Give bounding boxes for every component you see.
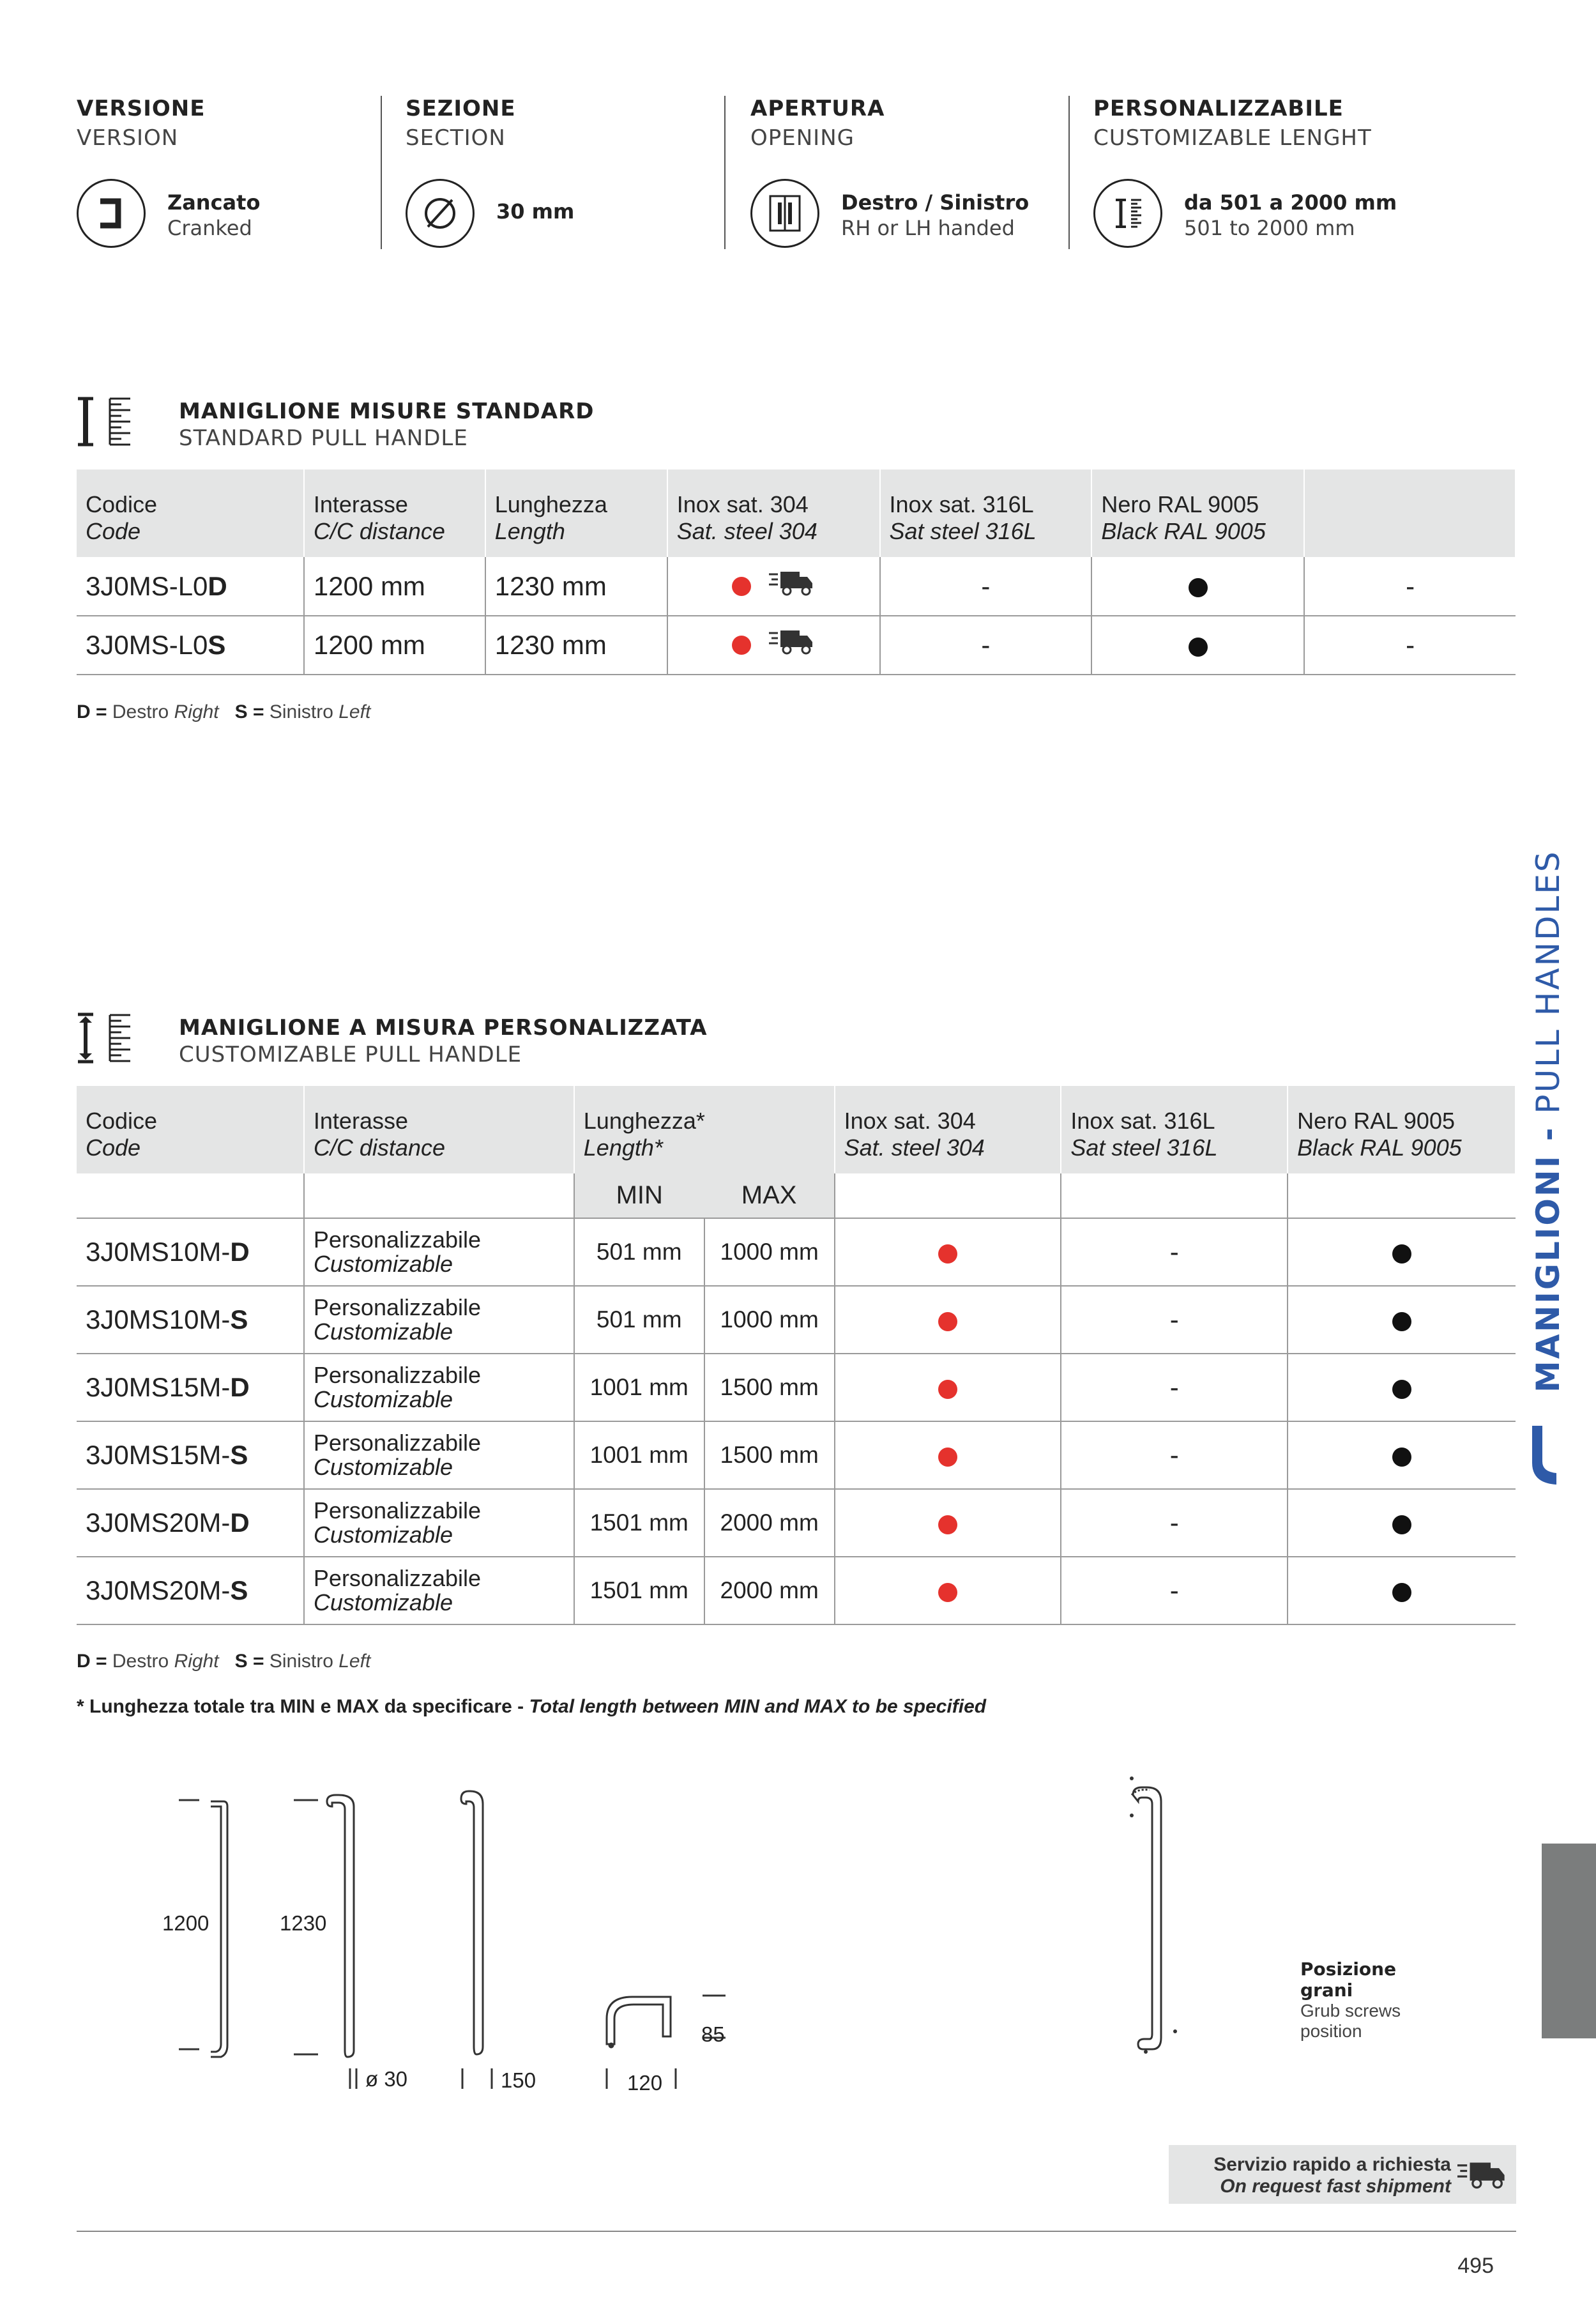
cell-code: 3J0MS20M-D [77, 1489, 304, 1557]
length-icon [1093, 179, 1162, 248]
cell-inox304 [835, 1557, 1061, 1624]
brand-mark-icon [1528, 1423, 1558, 1487]
cell-black [1288, 1218, 1516, 1286]
attribute-row [77, 96, 1520, 249]
cell-cc: Personalizzabile Customizable [304, 1421, 574, 1489]
table-row [77, 1421, 1516, 1489]
available-dot [1392, 1583, 1411, 1602]
fast-shipment-badge: Servizio rapido a richiesta On request fast shipment [1169, 2145, 1516, 2204]
cell-cc: Personalizzabile Customizable [304, 1489, 574, 1557]
available-dot [938, 1583, 957, 1602]
cell-cc: Personalizzabile Customizable [304, 1354, 574, 1421]
cell-min: 1001 mm [574, 1354, 704, 1421]
cell-length: 1230 mm [485, 616, 667, 675]
minmax-row [77, 1173, 1516, 1218]
cell-inox316: - [1061, 1421, 1288, 1489]
available-dot [1189, 638, 1208, 657]
col-header-inox316: Inox sat. 316L Sat steel 316L [880, 470, 1092, 557]
cell-black [1091, 616, 1304, 675]
max-label: MAX [704, 1173, 835, 1218]
section-subtitle: CUSTOMIZABLE PULL HANDLE [179, 1042, 522, 1067]
cell-cc: 1200 mm [304, 557, 485, 616]
dim-offset: 150 [501, 2068, 536, 2092]
grub-screw-drawing [1124, 1776, 1188, 2057]
attr-value: Destro / Sinistro RH or LH handed [841, 190, 1030, 240]
cell-last: - [1304, 616, 1516, 675]
available-dot [732, 636, 751, 655]
attr-subtitle: SECTION [406, 125, 506, 151]
col-header-length: Lunghezza* Length* [574, 1086, 835, 1173]
cell-cc: Personalizzabile Customizable [304, 1286, 574, 1354]
cell-inox316: - [1061, 1557, 1288, 1624]
divider [1068, 96, 1070, 249]
grub-screws-note: Posizione grani Grub screws position [1300, 1959, 1401, 2041]
cell-inox316: - [1061, 1354, 1288, 1421]
cell-max: 1500 mm [704, 1354, 835, 1421]
cell-min: 501 mm [574, 1286, 704, 1354]
available-dot [938, 1380, 957, 1399]
cell-inox316: - [880, 616, 1092, 675]
section-subtitle: STANDARD PULL HANDLE [179, 425, 468, 451]
table-header-row [77, 1086, 1516, 1173]
dim-length: 1230 [280, 1911, 327, 1935]
cell-black [1288, 1354, 1516, 1421]
col-header-empty [1304, 470, 1516, 557]
dim-cc: 1200 [162, 1911, 209, 1935]
cell-inox304 [835, 1421, 1061, 1489]
table-header-row [77, 470, 1516, 557]
attr-value: 30 mm [496, 199, 575, 224]
cell-code: 3J0MS10M-S [77, 1286, 304, 1354]
available-dot [938, 1515, 957, 1534]
cell-min: 1001 mm [574, 1421, 704, 1489]
length-icon [77, 396, 134, 447]
footer-divider [77, 2231, 1516, 2232]
attr-section [406, 96, 725, 249]
cell-inox304 [835, 1489, 1061, 1557]
table-row [77, 557, 1516, 616]
attr-title: APERTURA [750, 96, 885, 121]
door-handed-icon [750, 179, 819, 248]
cell-black [1288, 1489, 1516, 1557]
available-dot [1392, 1515, 1411, 1534]
cell-inox304 [835, 1286, 1061, 1354]
cell-max: 2000 mm [704, 1489, 835, 1557]
attr-customizable [1093, 96, 1515, 249]
available-dot [1189, 578, 1208, 597]
adjustable-length-icon [77, 1012, 134, 1064]
attr-version [77, 96, 383, 249]
cell-cc: Personalizzabile Customizable [304, 1557, 574, 1624]
cell-inox304 [667, 616, 880, 675]
attr-subtitle: VERSION [77, 125, 179, 151]
standard-table [77, 470, 1516, 675]
cell-inox316: - [1061, 1489, 1288, 1557]
cell-min: 1501 mm [574, 1557, 704, 1624]
col-header-inox304: Inox sat. 304 Sat. steel 304 [667, 470, 880, 557]
available-dot [1392, 1312, 1411, 1331]
available-dot [1392, 1380, 1411, 1399]
side-category-label: MANIGLIONI - PULL HANDLES [1530, 850, 1567, 1393]
side-grey-tab [1542, 1844, 1596, 2038]
col-header-code: Codice Code [77, 1086, 304, 1173]
cell-max: 1000 mm [704, 1286, 835, 1354]
cell-black [1288, 1421, 1516, 1489]
legend: D = Destro Right S = Sinistro Left [77, 701, 371, 722]
cell-min: 501 mm [574, 1218, 704, 1286]
attr-subtitle: CUSTOMIZABLE LENGHT [1093, 125, 1372, 151]
cell-black [1288, 1557, 1516, 1624]
technical-drawing [160, 1776, 734, 2108]
cell-min: 1501 mm [574, 1489, 704, 1557]
col-header-code: Codice Code [77, 470, 304, 557]
table-row [77, 1489, 1516, 1557]
available-dot [938, 1312, 957, 1331]
table-row [77, 1218, 1516, 1286]
cell-black [1288, 1286, 1516, 1354]
available-dot [1392, 1447, 1411, 1467]
available-dot [732, 577, 751, 596]
table-row [77, 1557, 1516, 1624]
footnote: * Lunghezza totale tra MIN e MAX da specificare - Total length between MIN and MAX to be specified [77, 1696, 987, 1717]
divider [381, 96, 382, 249]
col-header-cc: Interasse C/C distance [304, 1086, 574, 1173]
cranked-icon [77, 179, 146, 248]
cell-inox304 [667, 557, 880, 616]
fast-shipment-truck-icon [769, 569, 815, 604]
cell-code: 3J0MS10M-D [77, 1218, 304, 1286]
col-header-inox316: Inox sat. 316L Sat steel 316L [1061, 1086, 1288, 1173]
col-header-black: Nero RAL 9005 Black RAL 9005 [1091, 470, 1304, 557]
cell-code: 3J0MS-L0D [77, 557, 304, 616]
cell-code: 3J0MS20M-S [77, 1557, 304, 1624]
cell-max: 1500 mm [704, 1421, 835, 1489]
cell-length: 1230 mm [485, 557, 667, 616]
attr-title: VERSIONE [77, 96, 206, 121]
cell-cc: Personalizzabile Customizable [304, 1218, 574, 1286]
section-title: MANIGLIONE A MISURA PERSONALIZZATA [179, 1015, 708, 1041]
table-row [77, 616, 1516, 675]
cell-black [1091, 557, 1304, 616]
dim-height: 85 [701, 2022, 725, 2046]
cell-inox316: - [1061, 1218, 1288, 1286]
fast-shipment-truck-icon [769, 628, 815, 662]
attr-title: PERSONALIZZABILE [1093, 96, 1344, 121]
cell-inox316: - [1061, 1286, 1288, 1354]
custom-table [77, 1086, 1516, 1625]
available-dot [938, 1244, 957, 1264]
cell-code: 3J0MS15M-D [77, 1354, 304, 1421]
cell-inox304 [835, 1354, 1061, 1421]
fast-shipment-truck-icon [1457, 2159, 1507, 2194]
cell-code: 3J0MS-L0S [77, 616, 304, 675]
cell-max: 2000 mm [704, 1557, 835, 1624]
section-title: MANIGLIONE MISURE STANDARD [179, 399, 595, 424]
col-header-inox304: Inox sat. 304 Sat. steel 304 [835, 1086, 1061, 1173]
col-header-length: Lunghezza Length [485, 470, 667, 557]
cell-inox316: - [880, 557, 1092, 616]
divider [724, 96, 726, 249]
cell-last: - [1304, 557, 1516, 616]
col-header-cc: Interasse C/C distance [304, 470, 485, 557]
table-row [77, 1354, 1516, 1421]
diameter-icon [406, 179, 475, 248]
attr-value: Zancato Cranked [167, 190, 261, 240]
legend: D = Destro Right S = Sinistro Left [77, 1651, 371, 1672]
attr-subtitle: OPENING [750, 125, 855, 151]
cell-max: 1000 mm [704, 1218, 835, 1286]
min-label: MIN [574, 1173, 704, 1218]
col-header-black: Nero RAL 9005 Black RAL 9005 [1288, 1086, 1516, 1173]
attr-value: da 501 a 2000 mm 501 to 2000 mm [1184, 190, 1397, 240]
dim-depth: 120 [627, 2071, 663, 2095]
available-dot [1392, 1244, 1411, 1264]
cell-code: 3J0MS15M-S [77, 1421, 304, 1489]
available-dot [938, 1447, 957, 1467]
table-row [77, 1286, 1516, 1354]
cell-inox304 [835, 1218, 1061, 1286]
page-number: 495 [1457, 2254, 1494, 2278]
cell-cc: 1200 mm [304, 616, 485, 675]
attr-title: SEZIONE [406, 96, 516, 121]
attr-opening [750, 96, 1083, 249]
dim-diameter: ø 30 [365, 2067, 408, 2091]
